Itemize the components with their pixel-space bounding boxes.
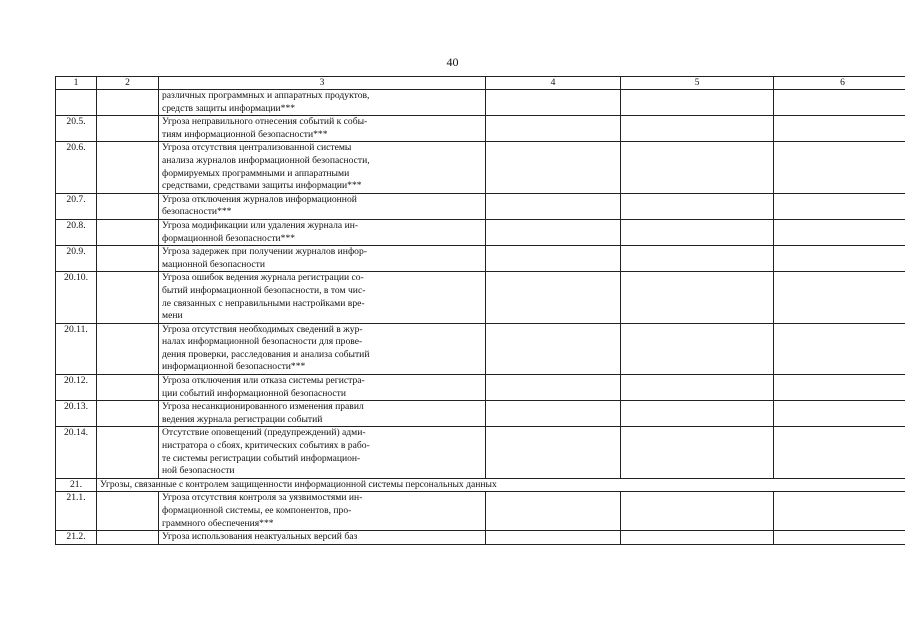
empty-cell	[97, 531, 159, 545]
table-row	[56, 323, 905, 374]
item-number: 20.14.	[56, 427, 97, 478]
empty-cell	[97, 116, 159, 142]
empty-cell	[97, 401, 159, 427]
empty-cell	[621, 193, 774, 219]
description-line: ной безопасности	[162, 465, 235, 477]
empty-cell	[97, 193, 159, 219]
item-number: 21.2.	[56, 531, 97, 545]
empty-cell	[97, 375, 159, 401]
item-number: 20.11.	[56, 323, 97, 374]
empty-cell	[97, 323, 159, 374]
description-line: нистратора о сбоях, критических событиях в рабо-	[162, 440, 370, 452]
description-line: бытий информационной безопасности, в том чис-	[162, 284, 366, 296]
description-line: анализа журналов информационной безопасности,	[162, 154, 370, 166]
description-line: граммного обеспечения***	[162, 517, 274, 529]
empty-cell	[774, 193, 905, 219]
empty-cell	[621, 219, 774, 245]
description-line: ле связанных с неправильными настройками вре-	[162, 297, 365, 309]
empty-cell	[621, 401, 774, 427]
empty-cell	[774, 323, 905, 374]
description-line: налах информационной безопасности для прове-	[162, 336, 363, 348]
empty-cell	[774, 142, 905, 193]
empty-cell	[774, 219, 905, 245]
table-row	[56, 427, 905, 478]
description-line: те системы регистрации событий информацион-	[162, 452, 361, 464]
table-row	[56, 193, 905, 219]
description-line: Угроза модификации или удаления журнала ин-	[162, 219, 359, 231]
empty-cell	[486, 246, 621, 272]
description-line: Угроза отключения журналов информационной	[162, 193, 357, 205]
table-header-row	[56, 77, 905, 90]
empty-cell	[621, 375, 774, 401]
threat-description	[159, 193, 486, 219]
empty-cell	[621, 492, 774, 531]
description-line: Угроза отсутствия необходимых сведений в жур-	[162, 323, 363, 335]
empty-cell	[486, 90, 621, 116]
empty-cell	[774, 116, 905, 142]
column-header: 4	[486, 77, 621, 90]
item-number: 20.9.	[56, 246, 97, 272]
table-row	[56, 116, 905, 142]
item-number: 20.7.	[56, 193, 97, 219]
threat-description	[159, 427, 486, 478]
empty-cell	[774, 427, 905, 478]
description-line: средствами, средствами защиты информации***	[162, 180, 362, 192]
item-number: 20.13.	[56, 401, 97, 427]
column-header: 2	[97, 77, 159, 90]
table-row	[56, 142, 905, 193]
description-line: формируемых программными и аппаратными	[162, 167, 350, 179]
description-line: формационной безопасности***	[162, 232, 296, 244]
column-header: 3	[159, 77, 486, 90]
empty-cell	[97, 219, 159, 245]
item-number: 20.12.	[56, 375, 97, 401]
empty-cell	[774, 90, 905, 116]
table-row	[56, 492, 905, 531]
description-line: Угроза отключения или отказа системы регистра-	[162, 375, 365, 387]
threat-description	[159, 375, 486, 401]
column-header: 5	[621, 77, 774, 90]
table-row	[56, 90, 905, 116]
empty-cell	[97, 427, 159, 478]
description-line: Угроза отсутствия централизованной системы	[162, 142, 352, 154]
description-line: средств защиты информации***	[162, 102, 296, 114]
empty-cell	[97, 492, 159, 531]
threat-description	[159, 272, 486, 323]
section-row	[56, 478, 905, 492]
section-title: Угрозы, связанные с контролем защищенности информационной системы персональных данных	[97, 478, 905, 492]
empty-cell	[621, 272, 774, 323]
empty-cell	[774, 246, 905, 272]
empty-cell	[621, 531, 774, 545]
description-line: мени	[162, 310, 183, 322]
table-row	[56, 246, 905, 272]
empty-cell	[774, 492, 905, 531]
empty-cell	[486, 193, 621, 219]
item-number: 20.6.	[56, 142, 97, 193]
table-row	[56, 375, 905, 401]
empty-cell	[486, 272, 621, 323]
threat-description	[159, 116, 486, 142]
page-number: 40	[446, 55, 459, 69]
threat-description	[159, 401, 486, 427]
threat-description	[159, 246, 486, 272]
item-number: 21.1.	[56, 492, 97, 531]
description-line: ции событий информационной безопасности	[162, 387, 346, 399]
empty-cell	[486, 375, 621, 401]
item-number: 20.10.	[56, 272, 97, 323]
description-line: дения проверки, расследования и анализа событий	[162, 348, 370, 360]
column-header: 1	[56, 77, 97, 90]
table-row	[56, 219, 905, 245]
description-line: мационной безопасности	[162, 258, 265, 270]
empty-cell	[486, 492, 621, 531]
description-line: Отсутствие оповещений (предупреждений) адми-	[162, 427, 366, 439]
description-line: Угроза ошибок ведения журнала регистрации со-	[162, 272, 364, 284]
threat-description	[159, 531, 486, 545]
table-row	[56, 531, 905, 545]
empty-cell	[621, 90, 774, 116]
description-line: различных программных и аппаратных продуктов,	[162, 90, 370, 101]
description-line: Угроза несанкционированного изменения правил	[162, 401, 364, 413]
empty-cell	[486, 219, 621, 245]
empty-cell	[774, 272, 905, 323]
empty-cell	[621, 246, 774, 272]
table-row	[56, 401, 905, 427]
threats-table	[55, 76, 905, 545]
empty-cell	[97, 272, 159, 323]
threat-description	[159, 90, 486, 116]
threat-description	[159, 219, 486, 245]
item-number	[56, 90, 97, 116]
description-line: тиям информационной безопасности***	[162, 128, 328, 140]
description-line: Угроза неправильного отнесения событий к собы-	[162, 116, 368, 128]
empty-cell	[97, 142, 159, 193]
empty-cell	[621, 323, 774, 374]
description-line: Угроза задержек при получении журналов инфор-	[162, 246, 367, 258]
threat-description	[159, 142, 486, 193]
description-line: ведения журнала регистрации событий	[162, 413, 323, 425]
empty-cell	[486, 427, 621, 478]
item-number: 20.8.	[56, 219, 97, 245]
threat-description	[159, 323, 486, 374]
description-line: Угроза отсутствия контроля за уязвимостями ин-	[162, 492, 363, 504]
empty-cell	[774, 531, 905, 545]
description-line: безопасности***	[162, 206, 232, 218]
empty-cell	[774, 401, 905, 427]
threat-description	[159, 492, 486, 531]
column-header: 6	[774, 77, 905, 90]
empty-cell	[97, 90, 159, 116]
empty-cell	[97, 246, 159, 272]
description-line: Угроза использования неактуальных версий баз	[162, 531, 358, 543]
description-line: информационной безопасности***	[162, 361, 306, 373]
empty-cell	[486, 401, 621, 427]
empty-cell	[486, 116, 621, 142]
item-number: 21.	[56, 478, 97, 492]
empty-cell	[486, 323, 621, 374]
empty-cell	[486, 142, 621, 193]
table-row	[56, 272, 905, 323]
empty-cell	[621, 427, 774, 478]
item-number: 20.5.	[56, 116, 97, 142]
description-line: формационной системы, ее компонентов, про-	[162, 505, 352, 516]
empty-cell	[621, 116, 774, 142]
empty-cell	[774, 375, 905, 401]
empty-cell	[621, 142, 774, 193]
empty-cell	[486, 531, 621, 545]
